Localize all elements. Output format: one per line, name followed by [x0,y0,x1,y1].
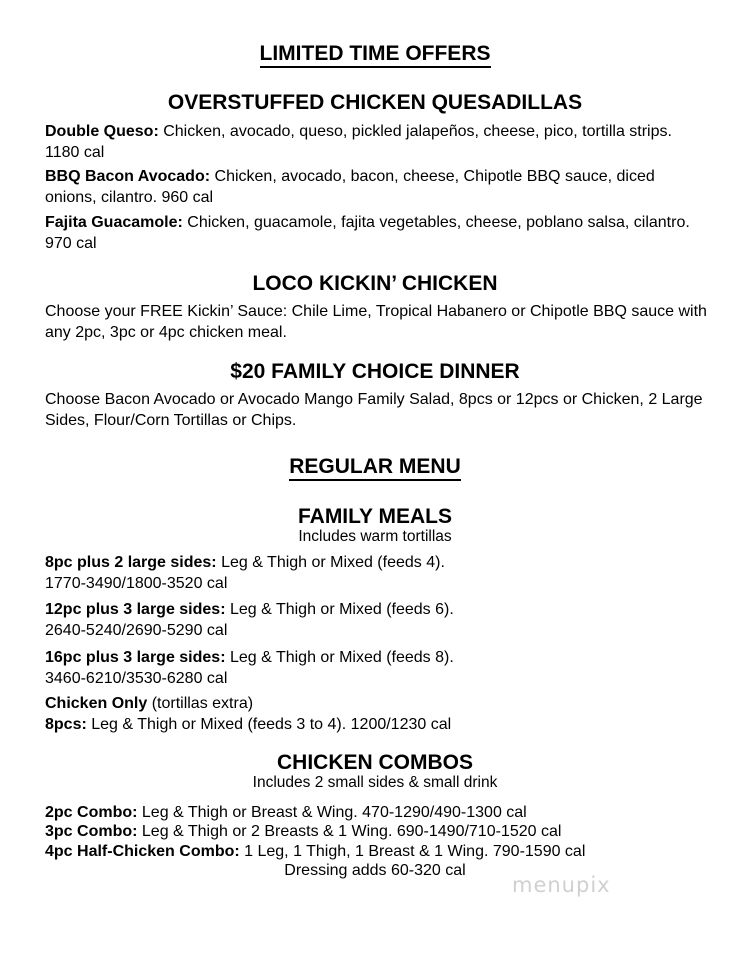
item-description: Chicken, guacamole, fajita vegetables, cheese, poblano salsa, cilantro. 970 cal [45,214,690,252]
family-meal-8pc [45,552,745,573]
item-name: 8pc plus 2 large sides: [45,554,217,571]
combo-2pc [45,802,745,823]
chicken-only-8pcs [45,714,745,735]
item-name: 12pc plus 3 large sides: [45,601,226,618]
item-note: (tortillas extra) [147,695,254,712]
item-description: Leg & Thigh or Breast & Wing. 470-1290/490-1300 cal [137,804,527,821]
combo-3pc [45,821,745,842]
chicken-combos-subtitle: Includes 2 small sides & small drink [252,774,498,791]
family-choice-description: Choose Bacon Avocado or Avocado Mango Family Salad, 8pcs or 12pcs or Chicken, 2 Large Sides, Flour/Corn Tortillas or Chips. [45,391,703,429]
combo-4pc-half-chicken [45,841,745,862]
menupix-watermark: menupix [512,873,611,897]
item-description: Leg & Thigh or Mixed (feeds 6). [225,601,454,618]
item-name: 3pc Combo: [45,823,138,840]
regular-menu-heading: REGULAR MENU [0,455,750,479]
item-name: Fajita Guacamole: [45,214,183,231]
family-meal-12pc [45,599,745,620]
family-meal-12pc-calories: 2640-5240/2690-5290 cal [45,622,228,639]
menu-item-bbq-bacon-avocado [45,166,710,208]
family-meal-16pc-calories: 3460-6210/3530-6280 cal [45,670,228,687]
loco-kickin-heading: LOCO KICKIN’ CHICKEN [252,272,498,295]
chicken-only-heading [45,693,745,714]
kickin-description: Choose your FREE Kickin’ Sauce: Chile Lime, Tropical Habanero or Chipotle BBQ sauce with any 2pc, 3pc or 4pc chicken meal. [45,303,707,341]
family-meal-8pc-calories: 1770-3490/1800-3520 cal [45,575,228,592]
family-meals-subtitle: Includes warm tortillas [298,528,452,545]
item-name: BBQ Bacon Avocado: [45,168,211,185]
item-description: 1 Leg, 1 Thigh, 1 Breast & 1 Wing. 790-1590 cal [239,843,586,860]
menu-item-fajita-guacamole [45,212,710,254]
item-name: Chicken Only [45,695,148,712]
family-meals-heading: FAMILY MEALS [297,505,453,528]
limited-time-offers-heading: LIMITED TIME OFFERS [0,42,750,66]
family-meal-16pc [45,647,745,668]
item-name: Double Queso: [45,123,159,140]
item-name: 16pc plus 3 large sides: [45,649,226,666]
item-description: Chicken, avocado, bacon, cheese, Chipotle BBQ sauce, diced onions, cilantro. 960 cal [45,168,655,206]
menu-item-double-queso [45,121,710,163]
item-description: Leg & Thigh or Mixed (feeds 8). [225,649,454,666]
family-choice-heading: $20 FAMILY CHOICE DINNER [230,360,520,383]
item-description: Leg & Thigh or 2 Breasts & 1 Wing. 690-1490/710-1520 cal [137,823,562,840]
item-description: Leg & Thigh or Mixed (feeds 4). [216,554,445,571]
item-description: Chicken, avocado, queso, pickled jalapeños, cheese, pico, tortilla strips. 1180 cal [45,123,672,161]
item-name: 8pcs: [45,716,87,733]
dressing-note: Dressing adds 60-320 cal [284,862,466,879]
item-description: Leg & Thigh or Mixed (feeds 3 to 4). 1200/1230 cal [86,716,452,733]
quesadillas-heading: OVERSTUFFED CHICKEN QUESADILLAS [167,91,583,114]
item-name: 4pc Half-Chicken Combo: [45,843,240,860]
item-name: 2pc Combo: [45,804,138,821]
chicken-combos-heading: CHICKEN COMBOS [276,751,473,774]
